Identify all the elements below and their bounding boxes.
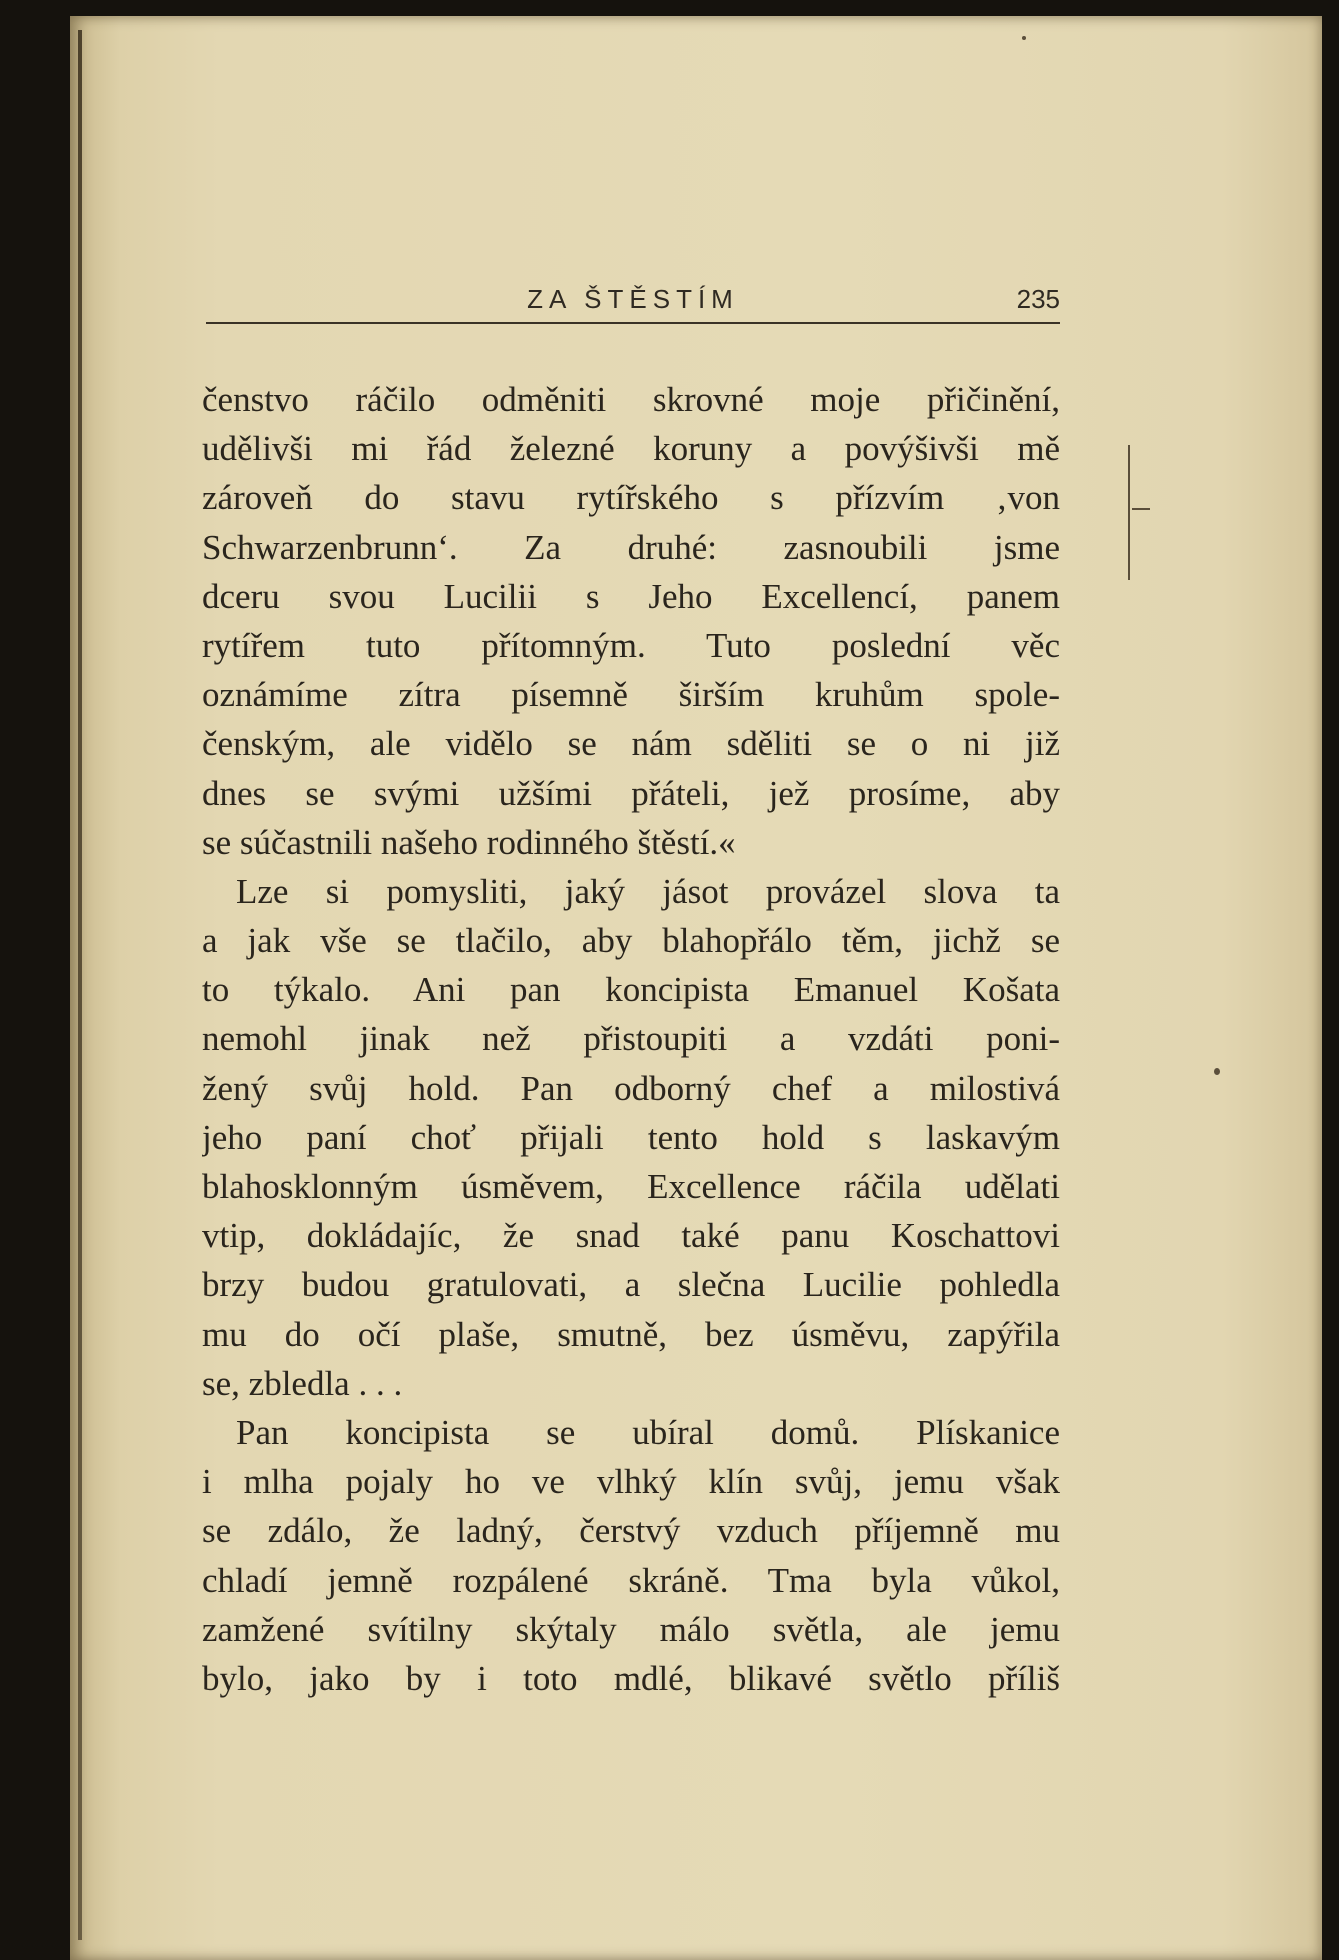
text-line: Pan koncipista se ubíral domů. Plískanice xyxy=(236,1412,1060,1452)
text-line: se, zbledla . . . xyxy=(202,1363,403,1403)
text-line: se zdálo, že ladný, čerstvý vzduch příjemně mu xyxy=(202,1511,1060,1551)
text-line: dnes se svými užšími přáteli, jež prosíme, aby xyxy=(202,773,1060,813)
text-line: chladí jemně rozpálené skráně. Tma byla vůkol, xyxy=(202,1560,1060,1600)
page-number: 235 xyxy=(1016,284,1060,314)
text-line: rytířem tuto přítomným. Tuto poslední věc xyxy=(202,625,1060,665)
text-line: se súčastnili našeho rodinného štěstí.« xyxy=(202,822,736,862)
body-text xyxy=(202,375,1060,1703)
running-header xyxy=(206,282,1060,324)
text-line: žený svůj hold. Pan odborný chef a milostivá xyxy=(202,1068,1060,1108)
text-line: oznámíme zítra písemně širším kruhům spole- xyxy=(202,675,1060,715)
margin-pencil-dash xyxy=(1132,508,1150,510)
text-line: to týkalo. Ani pan koncipista Emanuel Košata xyxy=(202,970,1060,1010)
paper-speck xyxy=(1214,1068,1220,1075)
text-line: dceru svou Lucilii s Jeho Excellencí, panem xyxy=(202,576,1060,616)
running-title: ZA ŠTĚSTÍM xyxy=(527,284,739,314)
text-line: čenským, ale vidělo se nám sděliti se o ni již xyxy=(202,724,1060,764)
text-line: čenstvo ráčilo odměniti skrovné moje přičinění, xyxy=(202,380,1060,419)
text-line: blahosklonným úsměvem, Excellence ráčila udělati xyxy=(202,1167,1060,1206)
text-line: bylo, jako by i toto mdlé, blikavé světlo příliš xyxy=(202,1658,1060,1698)
binding-gutter xyxy=(78,30,82,1940)
text-line: vtip, dokládajíc, že snad také panu Koschattovi xyxy=(202,1216,1060,1256)
text-line: brzy budou gratulovati, a slečna Lucilie pohledla xyxy=(202,1265,1060,1305)
text-line: udělivši mi řád železné koruny a povýšivši mě xyxy=(202,429,1060,469)
text-line: a jak vše se tlačilo, aby blahopřálo těm, jichž se xyxy=(202,921,1060,961)
text-line: mu do očí plaše, smutně, bez úsměvu, zapýřila xyxy=(202,1314,1060,1354)
text-line: nemohl jinak než přistoupiti a vzdáti poni- xyxy=(202,1019,1060,1059)
text-line: Schwarzenbrunn‘. Za druhé: zasnoubili jsme xyxy=(202,527,1060,567)
margin-pencil-mark xyxy=(1128,445,1130,580)
text-line: Lze si pomysliti, jaký jásot provázel slova ta xyxy=(236,871,1060,911)
text-line: zamžené svítilny skýtaly málo světla, ale jemu xyxy=(202,1609,1060,1649)
paper-speck xyxy=(1022,36,1026,40)
text-line: jeho paní choť přijali tento hold s laskavým xyxy=(202,1117,1060,1157)
text-line: i mlha pojaly ho ve vlhký klín svůj, jemu však xyxy=(202,1462,1060,1502)
text-line: zároveň do stavu rytířského s přízvím ‚von xyxy=(202,478,1060,518)
